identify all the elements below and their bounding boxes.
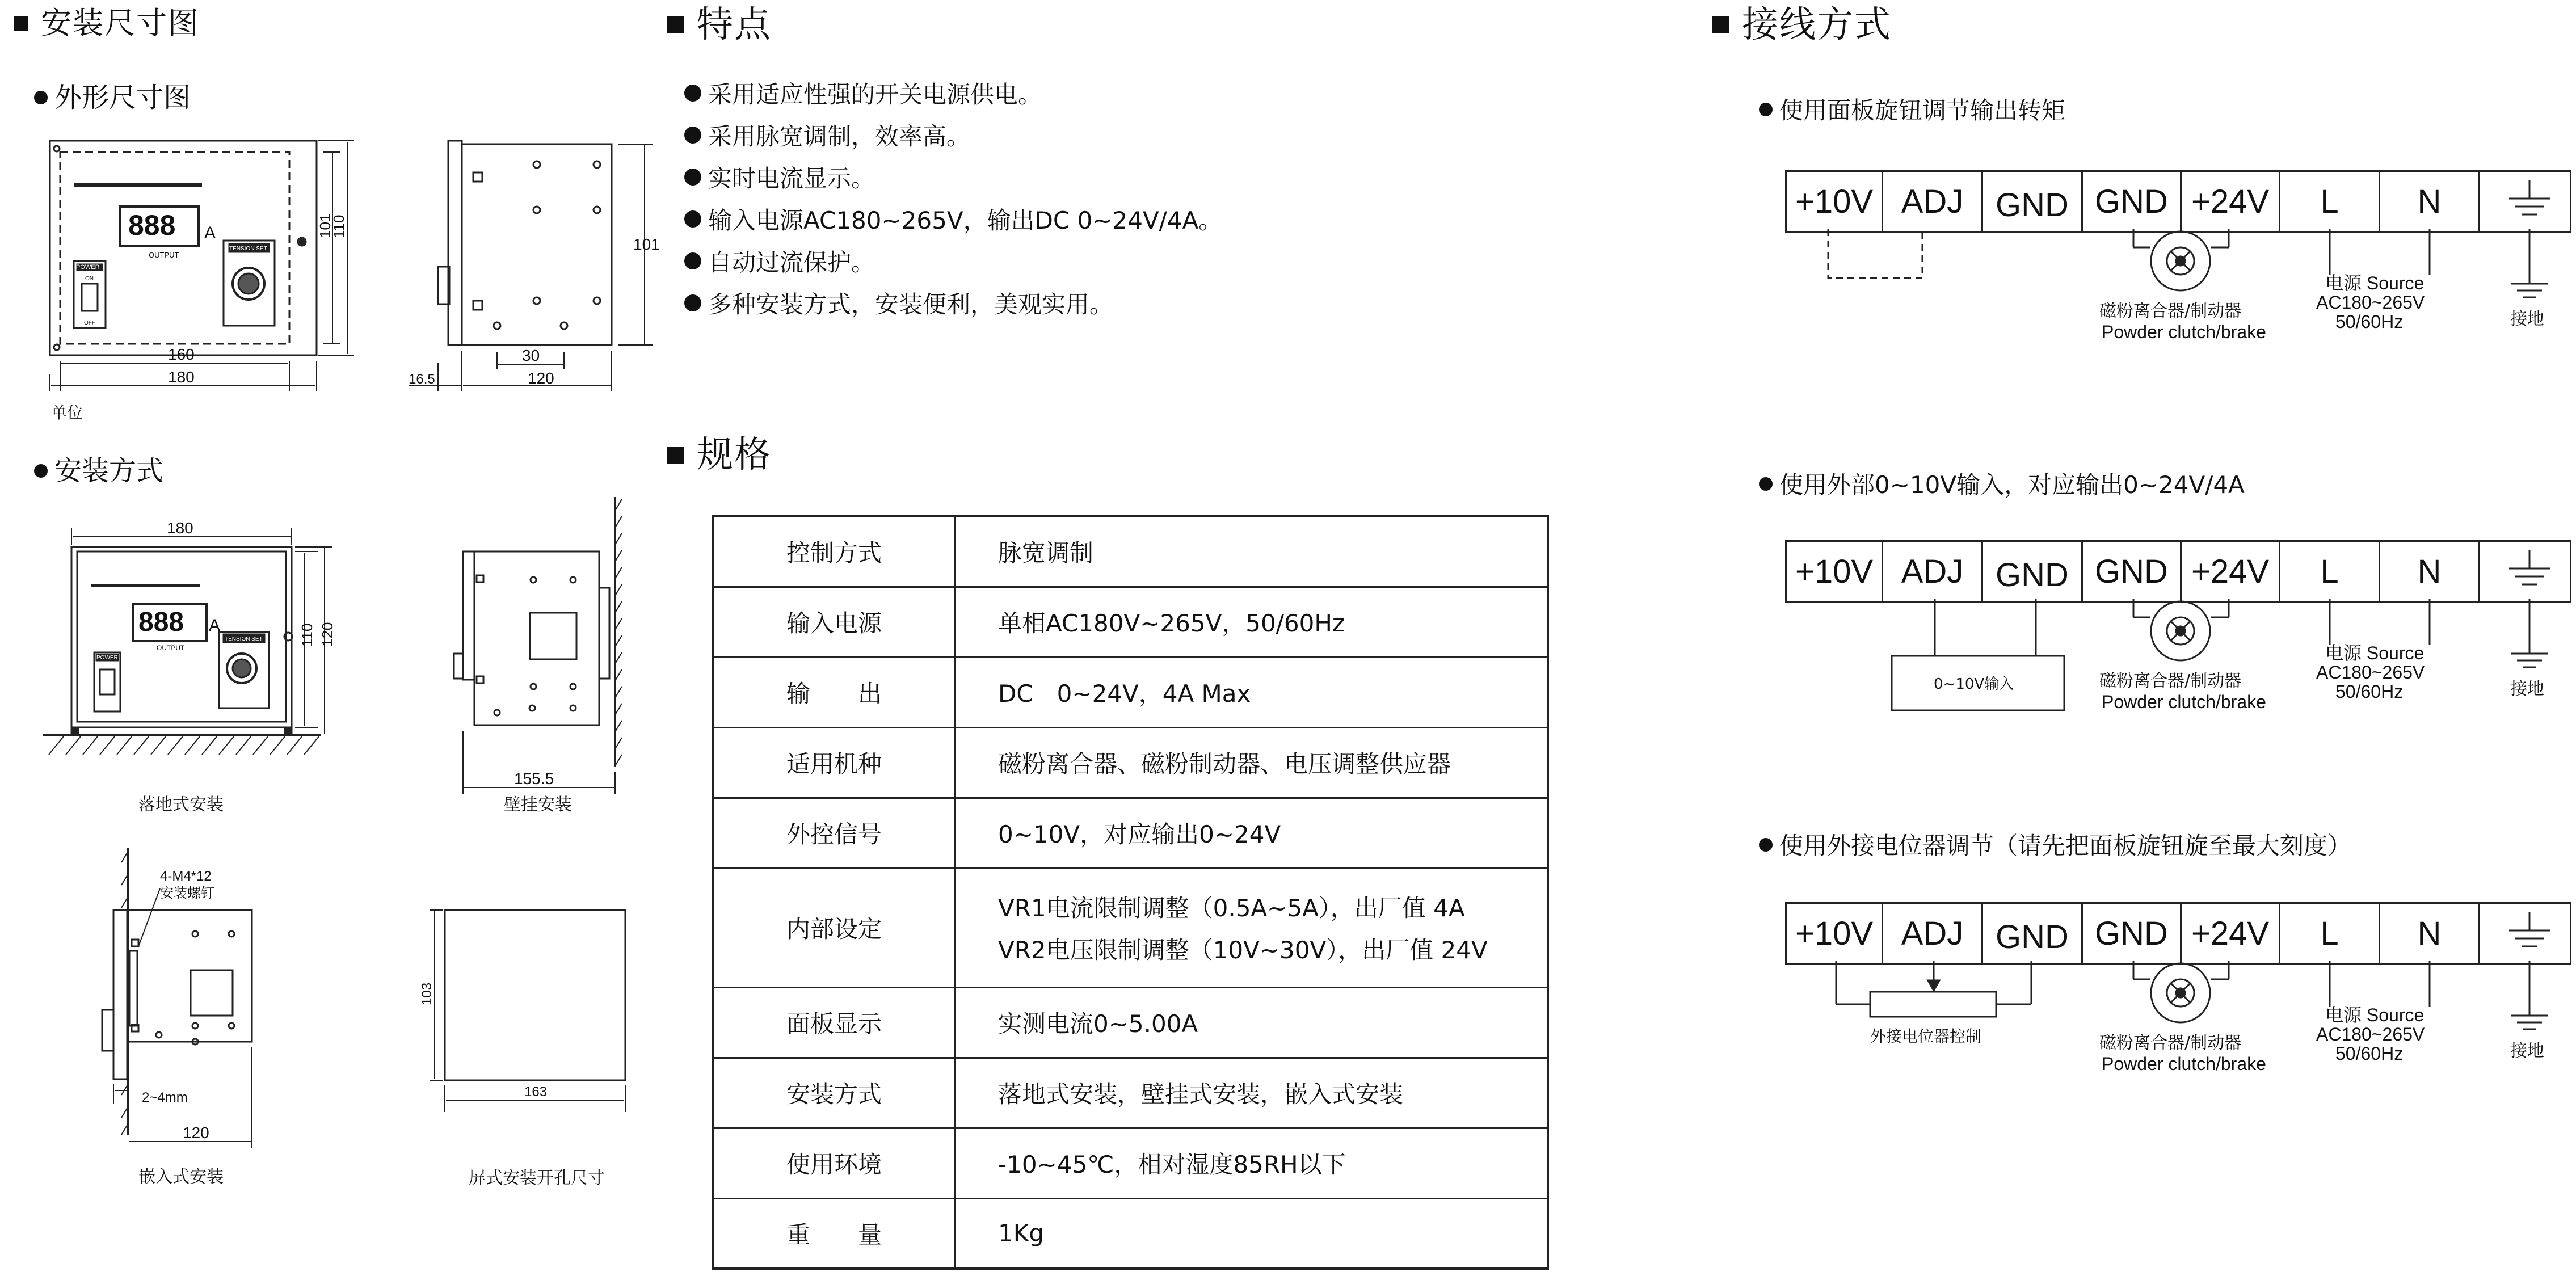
svg-text:A: A xyxy=(204,224,216,242)
terminal-l: L xyxy=(2280,172,2380,231)
wiring-mode-1-title: 使用面板旋钮调节输出转矩 xyxy=(1759,99,2065,123)
wiring-mode-2-title: 使用外部0~10V输入，对应输出0~24V/4A xyxy=(1759,473,2245,497)
feature-item: 实时电流显示。 xyxy=(684,167,1222,191)
svg-text:180: 180 xyxy=(168,368,195,386)
terminal-10v: +10V xyxy=(1787,542,1883,601)
svg-text:OFF: OFF xyxy=(84,320,95,326)
specs-section-title: 规格 xyxy=(667,437,772,473)
terminal-24v: +24V xyxy=(2182,904,2280,963)
terminal-10v: +10V xyxy=(1787,904,1883,963)
terminal-24v: +24V xyxy=(2182,172,2280,231)
svg-text:2~4mm: 2~4mm xyxy=(142,1090,188,1105)
source-freq: 50/60Hz xyxy=(2335,681,2404,702)
install-title-text: 安装尺寸图 xyxy=(41,5,200,41)
clutch-label-en: Powder clutch/brake xyxy=(2102,322,2266,342)
terminal-10v: +10V xyxy=(1787,172,1883,231)
cutout-caption: 屏式安装开孔尺寸 xyxy=(469,1168,605,1188)
source-freq: 50/60Hz xyxy=(2335,311,2404,332)
svg-text:ON: ON xyxy=(85,276,94,282)
svg-text:30: 30 xyxy=(522,347,540,364)
clutch-label-en: Powder clutch/brake xyxy=(2102,1054,2266,1074)
table-row: 外控信号 0~10V，对应输出0~24V xyxy=(713,798,1548,868)
source-label: 电源 Source xyxy=(2325,1005,2425,1025)
display-digits: 888 xyxy=(128,209,176,241)
wiring-mode-3-title: 使用外接电位器调节（请先把面板旋钮旋至最大刻度） xyxy=(1759,834,2351,858)
ground-label: 接地 xyxy=(2510,1041,2544,1061)
svg-text:160: 160 xyxy=(168,346,195,363)
svg-text:120: 120 xyxy=(319,622,336,647)
svg-text:OUTPUT: OUTPUT xyxy=(157,644,185,652)
svg-text:110: 110 xyxy=(298,623,315,647)
table-row: 内部设定 VR1电流限制调整（0.5A~5A），出厂值 4A VR2电压限制调整（10V~30V），出厂值 24V xyxy=(713,868,1548,987)
source-range: AC180~265V xyxy=(2316,292,2425,313)
terminal-gnd: GND xyxy=(1983,172,2083,231)
clutch-wiring-3 xyxy=(2133,961,2229,1022)
svg-text:TENSION SET: TENSION SET xyxy=(225,636,263,642)
source-range: AC180~265V xyxy=(2316,1024,2425,1045)
terminal-l: L xyxy=(2280,904,2380,963)
table-row: 输 出 DC 0~24V，4A Max xyxy=(713,657,1548,727)
table-row: 重 量 1Kg xyxy=(713,1198,1548,1269)
svg-text:101: 101 xyxy=(633,235,660,253)
external-input-label: 0~10V输入 xyxy=(1934,676,2014,693)
terminal-gnd: GND xyxy=(2083,172,2182,231)
source-wiring-2 xyxy=(2330,599,2430,645)
terminal-24v: +24V xyxy=(2182,542,2280,601)
svg-text:OUTPUT: OUTPUT xyxy=(149,251,179,259)
clutch-wiring-2 xyxy=(2133,599,2229,660)
jumper-link xyxy=(1828,229,1922,278)
svg-text:POWER: POWER xyxy=(96,655,118,661)
svg-text:163: 163 xyxy=(524,1084,548,1100)
source-label: 电源 Source xyxy=(2325,273,2425,293)
feature-item: 多种安装方式，安装便利，美观实用。 xyxy=(684,293,1222,317)
wall-caption: 壁挂安装 xyxy=(504,795,572,815)
wiring-section-title: 接线方式 xyxy=(1712,7,1892,43)
terminal-gnd: GND xyxy=(2083,542,2182,601)
table-row: 适用机种 磁粉离合器、磁粉制动器、电压调整供应器 xyxy=(713,727,1548,798)
svg-text:TENSION SET: TENSION SET xyxy=(229,246,267,252)
feature-item: 采用脉宽调制，效率高。 xyxy=(684,125,1222,149)
terminal-gnd: GND xyxy=(2083,904,2182,963)
source-range: AC180~265V xyxy=(2316,662,2425,683)
clutch-label-en: Powder clutch/brake xyxy=(2102,692,2266,712)
svg-text:120: 120 xyxy=(528,369,554,387)
terminal-gnd: GND xyxy=(1983,904,2083,963)
table-row: 安装方式 落地式安装，壁挂式安装，嵌入式安装 xyxy=(713,1058,1548,1128)
svg-text:103: 103 xyxy=(419,982,435,1005)
clutch-label-cn: 磁粉离合器/制动器 xyxy=(2099,301,2242,321)
potentiometer-wiring xyxy=(1836,961,2031,1017)
table-row: 面板显示 实测电流0~5.00A xyxy=(713,987,1548,1058)
terminal-n: N xyxy=(2380,904,2480,963)
svg-text:POWER: POWER xyxy=(76,264,100,271)
unit-label: 单位 xyxy=(51,403,83,422)
ground-label: 接地 xyxy=(2510,679,2544,699)
source-wiring-3 xyxy=(2330,961,2430,1007)
ground-icon xyxy=(2509,180,2550,214)
terminal-gnd: GND xyxy=(1983,542,2083,601)
ground-wiring-1 xyxy=(2511,229,2548,297)
svg-text:110: 110 xyxy=(330,214,347,238)
svg-text:16.5: 16.5 xyxy=(409,372,435,387)
external-input-wiring xyxy=(1892,599,2064,710)
potentiometer-label: 外接电位器控制 xyxy=(1870,1027,1982,1046)
svg-text:120: 120 xyxy=(183,1124,209,1142)
spec-value-line2: VR2电压限制调整（10V~30V），出厂值 24V xyxy=(998,936,1488,964)
svg-text:180: 180 xyxy=(167,519,193,537)
features-section-title: 特点 xyxy=(667,7,772,43)
terminal-adj: ADJ xyxy=(1883,542,1983,601)
svg-text:155.5: 155.5 xyxy=(514,770,554,788)
ground-label: 接地 xyxy=(2510,309,2544,329)
feature-item: 输入电源AC180~265V，输出DC 0~24V/4A。 xyxy=(684,209,1222,233)
terminal-n: N xyxy=(2380,542,2480,601)
outline-subtitle: 外形尺寸图 xyxy=(34,84,191,111)
svg-text:A: A xyxy=(209,616,221,635)
terminal-n: N xyxy=(2380,172,2480,231)
svg-text:101: 101 xyxy=(317,213,334,238)
floor-caption: 落地式安装 xyxy=(138,795,224,815)
ground-wiring-2 xyxy=(2509,550,2550,667)
embed-caption: 嵌入式安装 xyxy=(138,1167,224,1187)
source-wiring-1 xyxy=(2330,229,2430,275)
svg-text:888: 888 xyxy=(138,607,184,637)
source-freq: 50/60Hz xyxy=(2335,1043,2404,1064)
terminal-l: L xyxy=(2280,542,2380,601)
ground-wiring-3 xyxy=(2509,912,2550,1029)
table-row: 控制方式 脉宽调制 xyxy=(713,516,1548,587)
table-row: 输入电源 单相AC180V~265V，50/60Hz xyxy=(713,587,1548,657)
spec-value-line1: VR1电流限制调整（0.5A~5A），出厂值 4A xyxy=(998,894,1465,922)
methods-subtitle: 安装方式 xyxy=(34,457,163,485)
terminal-adj: ADJ xyxy=(1883,172,1983,231)
clutch-icon xyxy=(2167,247,2194,275)
terminal-adj: ADJ xyxy=(1883,904,1983,963)
source-label: 电源 Source xyxy=(2325,643,2425,663)
table-row: 使用环境 -10~45℃，相对湿度85RH以下 xyxy=(713,1128,1548,1198)
svg-text:安装螺钉: 安装螺钉 xyxy=(160,886,214,901)
clutch-label-cn: 磁粉离合器/制动器 xyxy=(2099,1033,2242,1053)
svg-text:4-M4*12: 4-M4*12 xyxy=(160,869,212,884)
feature-item: 自动过流保护。 xyxy=(684,251,1222,275)
feature-item: 采用适应性强的开关电源供电。 xyxy=(684,83,1222,107)
clutch-label-cn: 磁粉离合器/制动器 xyxy=(2099,671,2242,691)
